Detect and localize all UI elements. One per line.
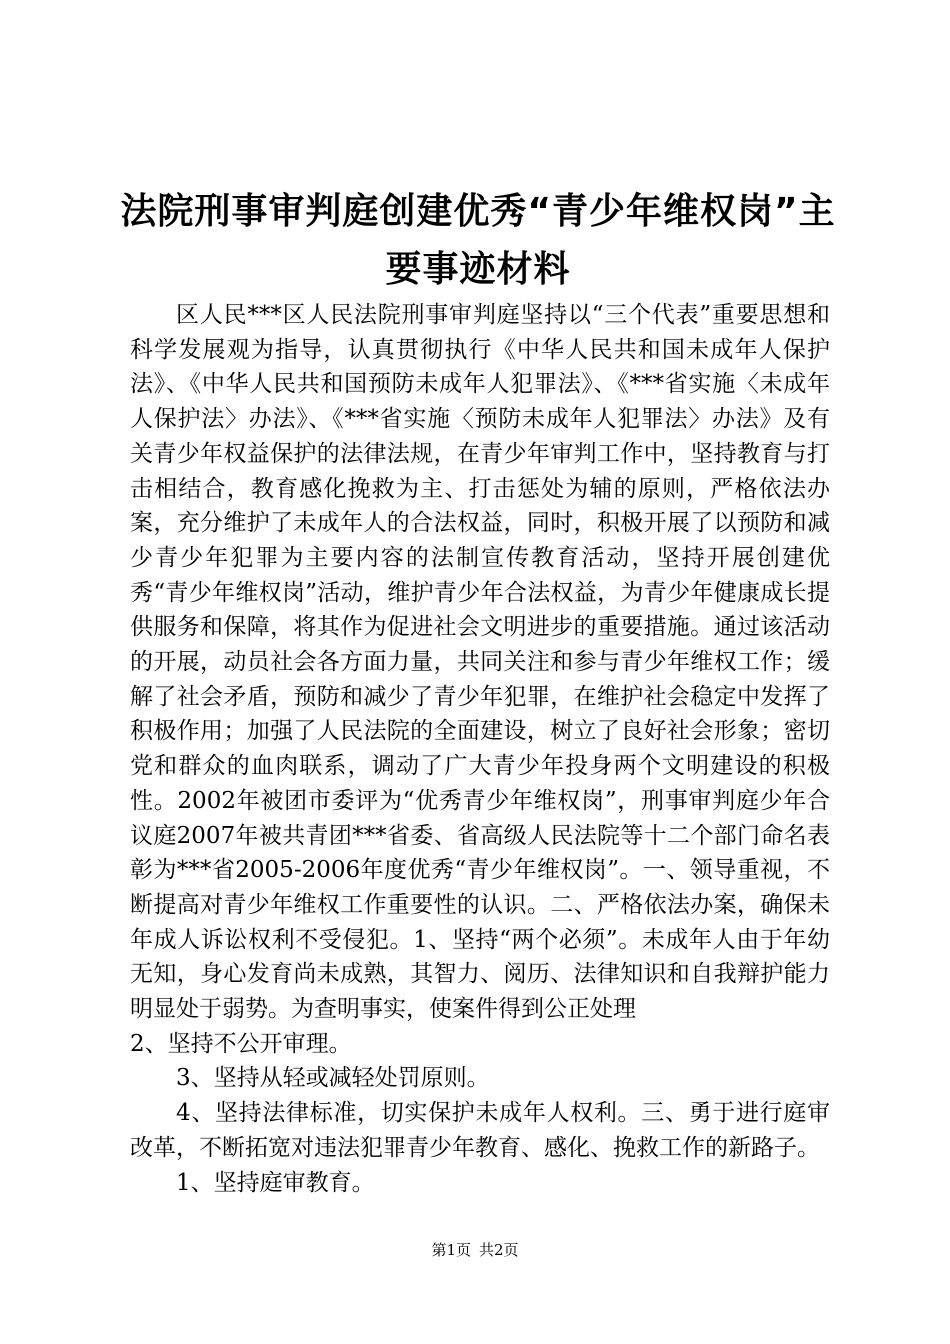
paragraph-item-1: 1、坚持庭审教育。 [176, 1169, 375, 1196]
paragraph-item-3: 3、坚持从轻或减轻处罚原则。 [176, 1065, 490, 1092]
paragraph-item-4: 4、坚持法律标准，切实保护未成年人权利。三、勇于进行庭审改革，不断拓宽对违法犯罪青少年教育、感化、挽救工作的新路子。 [130, 1100, 830, 1161]
document-body [130, 298, 830, 1200]
page-number: 第1页 [431, 1241, 471, 1259]
page-total: 共2页 [479, 1241, 519, 1259]
document-title: 法院刑事审判庭创建优秀“青少年维权岗”主要事迹材料 [120, 191, 836, 290]
paragraph-item-2: 2、坚持不公开审理。 [130, 1030, 352, 1057]
page-footer [0, 1240, 950, 1260]
paragraph-intro: 区人民***区人民法院刑事审判庭坚持以“三个代表”重要思想和科学发展观为指导，认真贯彻执行《中华人民共和国未成年人保护法》、《中华人民共和国预防未成年人犯罪法》、《***省实施〈未成年人保护法〉办法》、《***省实施〈预防未成年人犯罪法〉办法》及有关青少年权益保护的法律法规，在青少年审判工作中，坚持教育与打击相结合，教育感化挽救为主、打击惩处为辅的原则，严格依法办案，充分维护了未成年人的合法权益，同时，积极开展了以预防和减少青少年犯罪为主要内容的法制宣传教育活动，坚持开展创建优秀“青少年维权岗”活动，维护青少年合法权益，为青少年健康成长提供服务和保障，将其作为促进社会文明进步的重要措施。通过该活动的开展，动员社会各方面力量，共同关注和参与青少年维权工作；缓解了社会矛盾，预防和减少了青少年犯罪，在维护社会稳定中发挥了积极作用；加强了人民法院的全面建设，树立了良好社会形象；密切党和群众的血肉联系，调动了广大青少年投身两个文明建设的积极性。2002年被团市委评为“优秀青少年维权岗”，刑事审判庭少年合议庭2007年被共青团***省委、省高级人民法院等十二个部门命名表彰为***省2005-2006年度优秀“青少年维权岗”。一、领导重视，不断提高对青少年维权工作重要性的认识。二、严格依法办案，确保未年成人诉讼权利不受侵犯。1、坚持“两个必须”。未成年人由于年幼无知，身心发育尚未成熟，其智力、阅历、法律知识和自我辩护能力明显处于弱势。为查明事实，使案件得到公正处理 [130, 302, 830, 1023]
